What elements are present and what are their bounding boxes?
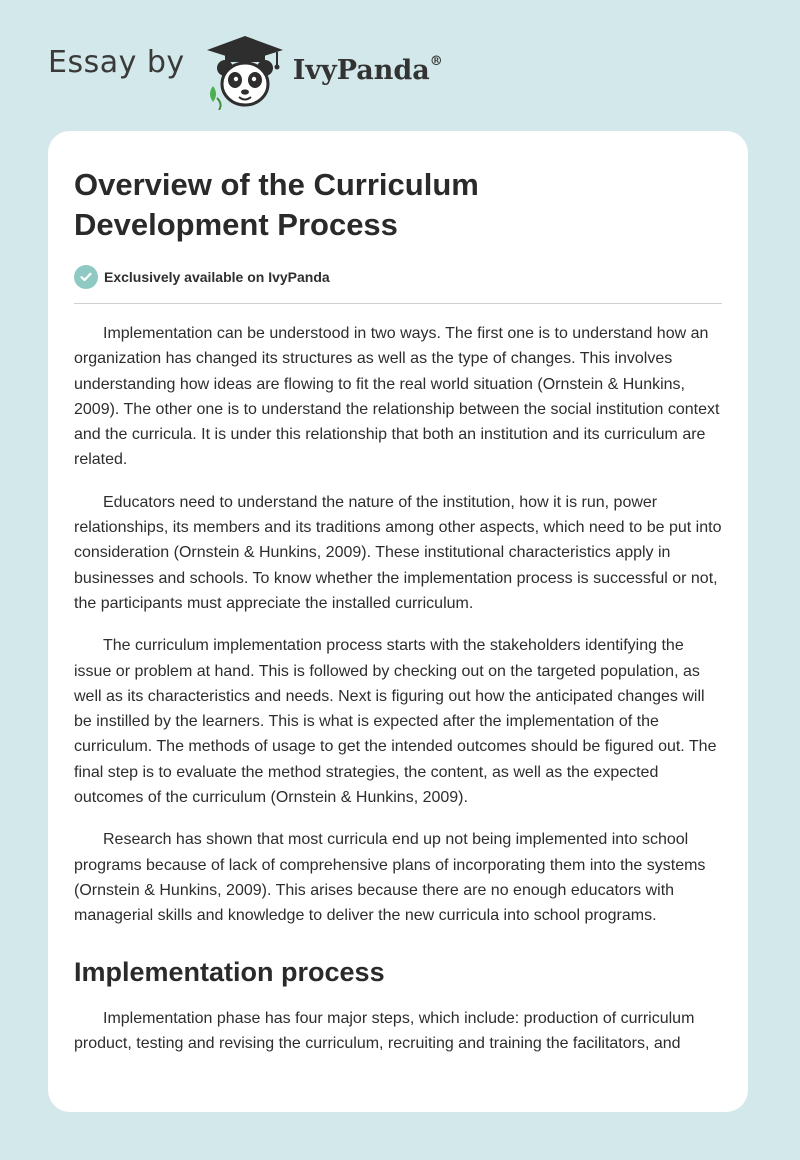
paragraph: Research has shown that most curricula end up not being implemented into school programs because of lack of comprehensive plans of incorporating them into the systems (Ornstein & Hunkins, 2009). This arises because there are no enough educators with managerial skills and knowledge to deliver the new curricula into school programs. bbox=[74, 831, 706, 925]
article-title bbox=[74, 165, 722, 245]
site-header bbox=[48, 30, 508, 110]
title-line-2: Development Process bbox=[74, 207, 398, 242]
paragraph: Implementation can be understood in two ways. The first one is to understand how an organization has changed its structures as well as the type of changes. This involves understanding how ideas are flowing to fit the real world situation (Ornstein & Hunkins, 2009). The other one is to understand the relationship between the social institution context and the curricula. It is under this relationship that both an institution and its curriculum are related. bbox=[74, 325, 720, 469]
brand-text: IvyPanda bbox=[292, 54, 430, 86]
registered-mark: ® bbox=[429, 53, 443, 69]
section-paragraph: Implementation phase has four major steps, which include: production of curriculum product, testing and revising the curriculum, recruiting and training the facilitators, and bbox=[74, 1009, 695, 1052]
exclusive-badge bbox=[74, 265, 722, 304]
paragraph: Educators need to understand the nature of the institution, how it is run, power relationships, its members and its traditions among other aspects, which need to be put into consideration (Ornstein & Hunkins, 2009). These institutional characteristics apply in businesses and schools. To know whether the implementation process is successful or not, the participants must appreciate the installed curriculum. bbox=[74, 493, 722, 612]
brand-name[interactable] bbox=[293, 55, 443, 86]
section-heading: Implementation process bbox=[74, 956, 385, 987]
checkmark-icon bbox=[74, 265, 98, 289]
title-line-1: Overview of the Curriculum bbox=[74, 167, 479, 202]
paragraph: The curriculum implementation process starts with the stakeholders identifying the issue or problem at hand. This is followed by checking out on the targeted population, as well as its characteristics and needs. Next is figuring out how the anticipated changes will be instilled by the learners. This is what is expected after the implementation of the curriculum. The methods of usage to get the intended outcomes should be figured out. The final step is to evaluate the method strategies, the content, as well as the expected outcomes of the curriculum (Ornstein & Hunkins, 2009). bbox=[74, 637, 717, 807]
article-card bbox=[48, 131, 748, 1112]
ivypanda-logo-icon[interactable] bbox=[203, 30, 287, 110]
exclusive-label: Exclusively available on IvyPanda bbox=[104, 269, 330, 285]
essay-by-label: Essay by bbox=[48, 44, 185, 80]
